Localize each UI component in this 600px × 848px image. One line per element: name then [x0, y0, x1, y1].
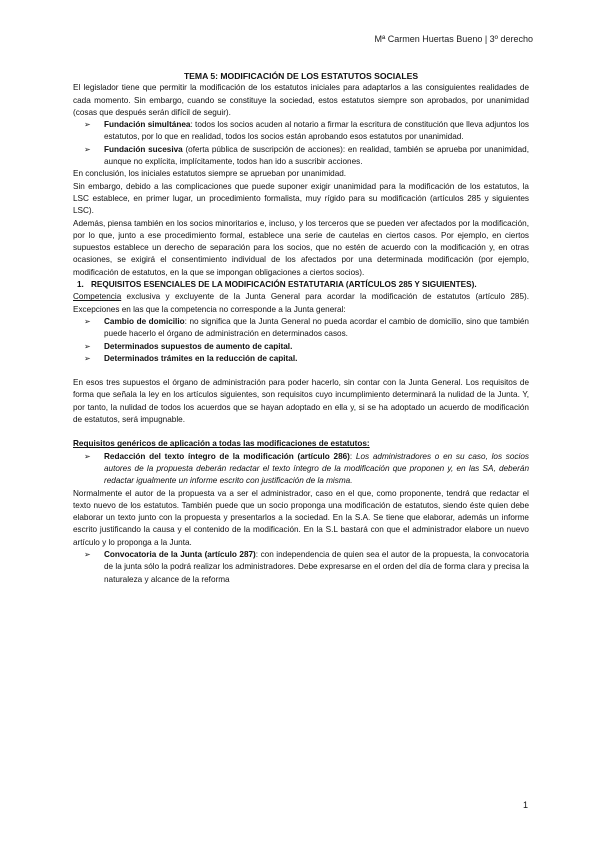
paragraph-lsc: Sin embargo, debido a las complicaciones que puede suponer exigir unanimidad para la modificación de los estatutos, la LSC establece, en primer lugar, un procedimiento formalista, muy rígido para su modificación (artículos 285 y siguientes LSC).	[73, 181, 529, 216]
requisitos-heading: Requisitos genéricos de aplicación a todas las modificaciones de estatutos:	[73, 439, 370, 449]
bullet-term: Convocatoria de la Junta (artículo 287)	[104, 549, 256, 559]
bullet-redaccion-texto	[73, 451, 529, 488]
header-author: Mª Carmen Huertas Bueno | 3º derecho	[374, 34, 533, 44]
bullet-term: Determinados trámites en la reducción de capital.	[104, 353, 298, 363]
bullet-fundacion-simultanea	[73, 119, 529, 144]
arrow-bullet-icon: ➢	[84, 316, 91, 326]
arrow-bullet-icon: ➢	[84, 549, 91, 559]
arrow-bullet-icon: ➢	[84, 341, 91, 351]
bullet-term: Redacción del texto íntegro de la modificación (artículo 286)	[104, 451, 350, 461]
bullet-fundacion-sucesiva	[73, 144, 529, 169]
bullet-convocatoria-junta	[73, 549, 529, 586]
spacer	[73, 365, 529, 377]
arrow-bullet-icon: ➢	[84, 353, 91, 363]
bullet-quote: Los administradores o en su caso, los socios autores de la propuesta deberán redactar el texto íntegro de la modificación que proponen y, en las SA, deberán redactar igualmente un informe escrito con justificación de la misma.	[104, 451, 529, 486]
section-title: REQUISITOS ESENCIALES DE LA MODIFICACIÓN ESTATUTARIA (ARTÍCULOS 285 Y SIGUIENTES).	[91, 280, 477, 290]
bullet-cambio-domicilio	[73, 316, 529, 341]
bullet-colon: :	[349, 451, 356, 461]
spacer	[73, 426, 529, 438]
arrow-bullet-icon: ➢	[84, 120, 91, 130]
paragraph-autor-propuesta: Normalmente el autor de la propuesta va a ser el administrador, caso en el que, como proponente, tendrá que redactar el texto nuevo de los estatutos. También puede que un socio proponga una modificación de estatutos, siendo éste quien debe elaborar un texto junto con la propuesta y presentarlos a la sociedad. En la S.A. Se tiene que elaborar, además un informe escrito justificando la causa y el contenido de la modificación. En la S.L bastará con que el administrador elabore un nuevo artículo y lo proponga a la Junta.	[73, 488, 529, 547]
bullet-text: : todos los socios acuden al notario a firmar la escritura de constitución que lleva adjuntos los estatutos, por lo que en realidad, todos los socios están aprobando esos estatutos por unanimidad.	[104, 120, 529, 142]
competencia-term: Competencia	[73, 292, 122, 302]
bullet-text: : no significa que la Junta General no pueda acordar el cambio de domicilio, sino que también puede hacerlo el órgano de administración en determinados casos.	[104, 316, 529, 339]
competencia-text: exclusiva y excluyente de la Junta General para acordar la modificación de estatutos (artículo 285). Excepciones en las que la competencia no corresponde a la Junta general:	[73, 292, 529, 314]
paragraph-tres-supuestos: En esos tres supuestos el órgano de administración para poder hacerlo, sin contar con la Junta General. Los requisitos de forma que señala la ley en los artículos siguientes, son requisitos cuyo incumplimiento determinará la nulidad de la Junta. Y, por tanto, la nulidad de todos los acuerdos que se hayan adoptado en ella y, si se ha adoptado un acuerdo de modificación de estatutos, será impugnable.	[73, 378, 529, 425]
bullet-aumento-capital	[73, 341, 529, 353]
page-number: 1	[522, 800, 528, 810]
bullet-term: Determinados supuestos de aumento de capital.	[104, 341, 293, 351]
bullet-term: Cambio de domicilio	[104, 316, 185, 326]
bullet-term: Fundación sucesiva	[104, 144, 183, 154]
bullet-term: Fundación simultánea	[104, 120, 191, 130]
bullet-text: (oferta pública de suscripción de acciones): en realidad, también se aprueba por unanimidad, aunque no explícita, implícitamente, todos han ido a suscribir acciones.	[104, 144, 529, 167]
paragraph-minoritarios: Además, piensa también en los socios minoritarios e, incluso, y los terceros que se pueden ver afectados por la modificación, por lo que, junto a ese procedimiento formal, establece una serie de cautelas en ciertos casos. Por ejemplo, en ciertos supuestos establece un derecho de separación para los socios, que no estén de acuerdo con la modificación y, en otras ocasiones, se exigirá el consentimiento individual de los afectados por una determinada modificación (por ejemplo, modificación de estatutos, en la que se impongan obligaciones a ciertos socios).	[73, 218, 529, 277]
arrow-bullet-icon: ➢	[84, 144, 91, 154]
section-1-heading	[73, 279, 529, 291]
intro-paragraph: El legislador tiene que permitir la modificación de los estatutos iniciales para adaptarlos a las consiguientes realidades de cada momento. Sin embargo, cuando se constituye la sociedad, estos estatutos siempre son aprobados, por unanimidad (cosas que después serán difícil de seguir).	[73, 83, 529, 117]
bullet-text: : con independencia de quien sea el autor de la propuesta, la convocatoria de la junta sólo la podrá realizar los administradores. Debe expresarse en el orden del día de forma clara y precisa la naturaleza y alcance de la reforma	[104, 549, 529, 584]
conclusion-paragraph: En conclusión, los iniciales estatutos siempre se aprueban por unanimidad.	[73, 169, 347, 179]
document-title: TEMA 5: MODIFICACIÓN DE LOS ESTATUTOS SOCIALES	[183, 71, 419, 81]
competencia-paragraph	[73, 291, 529, 316]
bullet-reduccion-capital	[73, 353, 529, 365]
section-number: 1.	[77, 280, 84, 290]
document-body	[73, 70, 529, 586]
arrow-bullet-icon: ➢	[84, 451, 91, 461]
